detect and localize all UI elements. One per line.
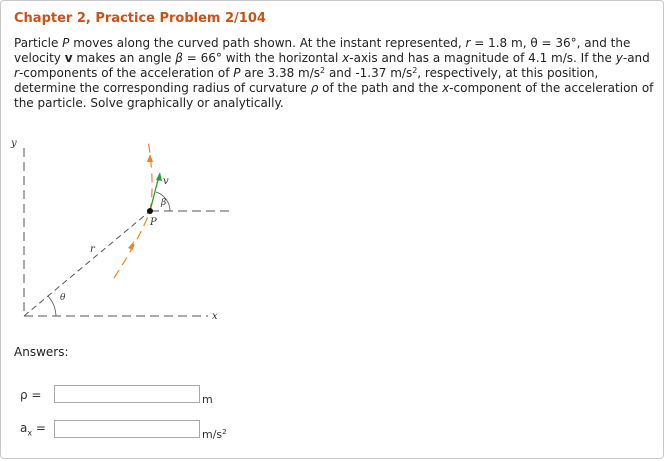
curved-path bbox=[114, 140, 152, 278]
rho-unit: m bbox=[202, 393, 213, 406]
problem-title: Chapter 2, Practice Problem 2/104 bbox=[14, 11, 266, 26]
path-arrow-lower bbox=[128, 241, 134, 250]
answers-heading: Answers: bbox=[14, 345, 69, 359]
p-label: P bbox=[150, 217, 157, 228]
radius-line bbox=[24, 211, 150, 316]
velocity-arrowhead bbox=[156, 172, 162, 181]
r-label: r bbox=[90, 244, 95, 255]
particle-p bbox=[147, 208, 153, 214]
x-axis-label: x bbox=[212, 311, 218, 322]
theta-label: θ bbox=[60, 293, 66, 303]
rho-label: ρ = bbox=[20, 388, 42, 402]
ax-input[interactable] bbox=[54, 420, 200, 438]
v-label: v bbox=[163, 176, 169, 187]
path-arrow-upper bbox=[147, 154, 153, 162]
ax-label: $a_x$ = bbox=[20, 421, 46, 438]
rho-input[interactable] bbox=[54, 385, 200, 403]
y-axis-label: y bbox=[11, 138, 17, 149]
beta-label: β bbox=[161, 198, 167, 208]
problem-figure bbox=[0, 128, 260, 328]
theta-arc bbox=[48, 296, 56, 316]
problem-statement: Particle P moves along the curved path shown. At the instant represented, r = 1.8 m, θ = 36°, and the velocity v makes an angle β = 66° with the horizontal x-axis and has a magnitude of 4.1 m/s. If the y-and r-components of the acceleration of P are 3.38 $m/s^2$ and -1.37 $m/s^2$, respectively, at this position, determine the corresponding radius of curvature ρ of the path and the x-component of the acceleration of the particle. Solve graphically or analytically. bbox=[14, 36, 654, 110]
ax-unit: $m/s^2$ bbox=[202, 428, 227, 441]
